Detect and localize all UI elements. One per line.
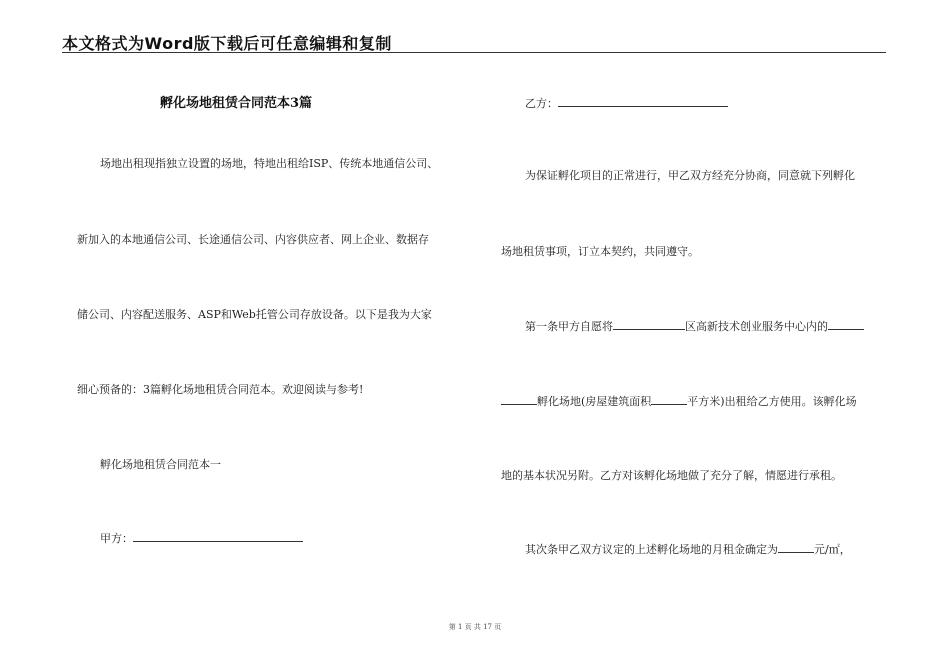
clause-2-text-a: 其次条甲乙双方议定的上述孵化场地的月租金确定为 <box>525 543 778 556</box>
clause-1-blank-district <box>613 319 685 330</box>
clause-1-text-b: 区高新技术创业服务中心内的 <box>685 320 828 333</box>
clause-1-text-d: 平方米)出租给乙方使用。该孵化场 <box>687 395 857 408</box>
clause-1-line-2 <box>501 393 857 409</box>
document-title: 孵化场地租赁合同范本3篇 <box>160 96 313 111</box>
clause-1-line-3: 地的基本状况另附。乙方对该孵化场地做了充分了解，情愿进行承租。 <box>501 469 842 482</box>
clause-1-text-c: 孵化场地(房屋建筑面积 <box>537 395 652 408</box>
clause-1-blank-location <box>828 319 864 330</box>
left-paragraph-line-1: 场地出租现指独立设置的场地，特地出租给ISP、传统本地通信公司、 <box>100 157 439 170</box>
party-b-label: 乙方： <box>525 97 558 110</box>
header-banner: 本文格式为Word版下载后可任意编辑和复制 <box>62 34 392 53</box>
page-indicator: 第 1 页 共 17 页 <box>448 623 502 631</box>
left-paragraph-line-4: 细心预备的：3篇孵化场地租赁合同范本。欢迎阅读与参考! <box>77 383 364 396</box>
clause-2-line-1 <box>525 541 851 557</box>
party-a-blank <box>133 531 303 542</box>
clause-1-blank-location-cont <box>501 394 537 405</box>
right-paragraph-line-1: 为保证孵化项目的正常进行，甲乙双方经充分协商，同意就下列孵化 <box>525 169 855 182</box>
section-heading: 孵化场地租赁合同范本一 <box>100 458 221 471</box>
party-b-line <box>525 95 728 111</box>
clause-2-text-b: 元/㎡， <box>814 543 851 556</box>
clause-1-line-1 <box>525 318 864 334</box>
left-paragraph-line-3: 储公司、内容配送服务、ASP和Web托管公司存放设备。以下是我为大家 <box>77 308 432 321</box>
party-b-blank <box>558 96 728 107</box>
party-a-line <box>100 530 303 546</box>
left-paragraph-line-2: 新加入的本地通信公司、长途通信公司、内容供应者、网上企业、数据存 <box>77 233 429 246</box>
clause-1-blank-area <box>651 394 687 405</box>
party-a-label: 甲方： <box>100 532 133 545</box>
header-divider <box>62 52 886 53</box>
clause-1-text-a: 第一条甲方自愿将 <box>525 320 613 333</box>
clause-2-blank-rent <box>778 542 814 553</box>
right-paragraph-line-2: 场地租赁事项，订立本契约，共同遵守。 <box>501 245 699 258</box>
